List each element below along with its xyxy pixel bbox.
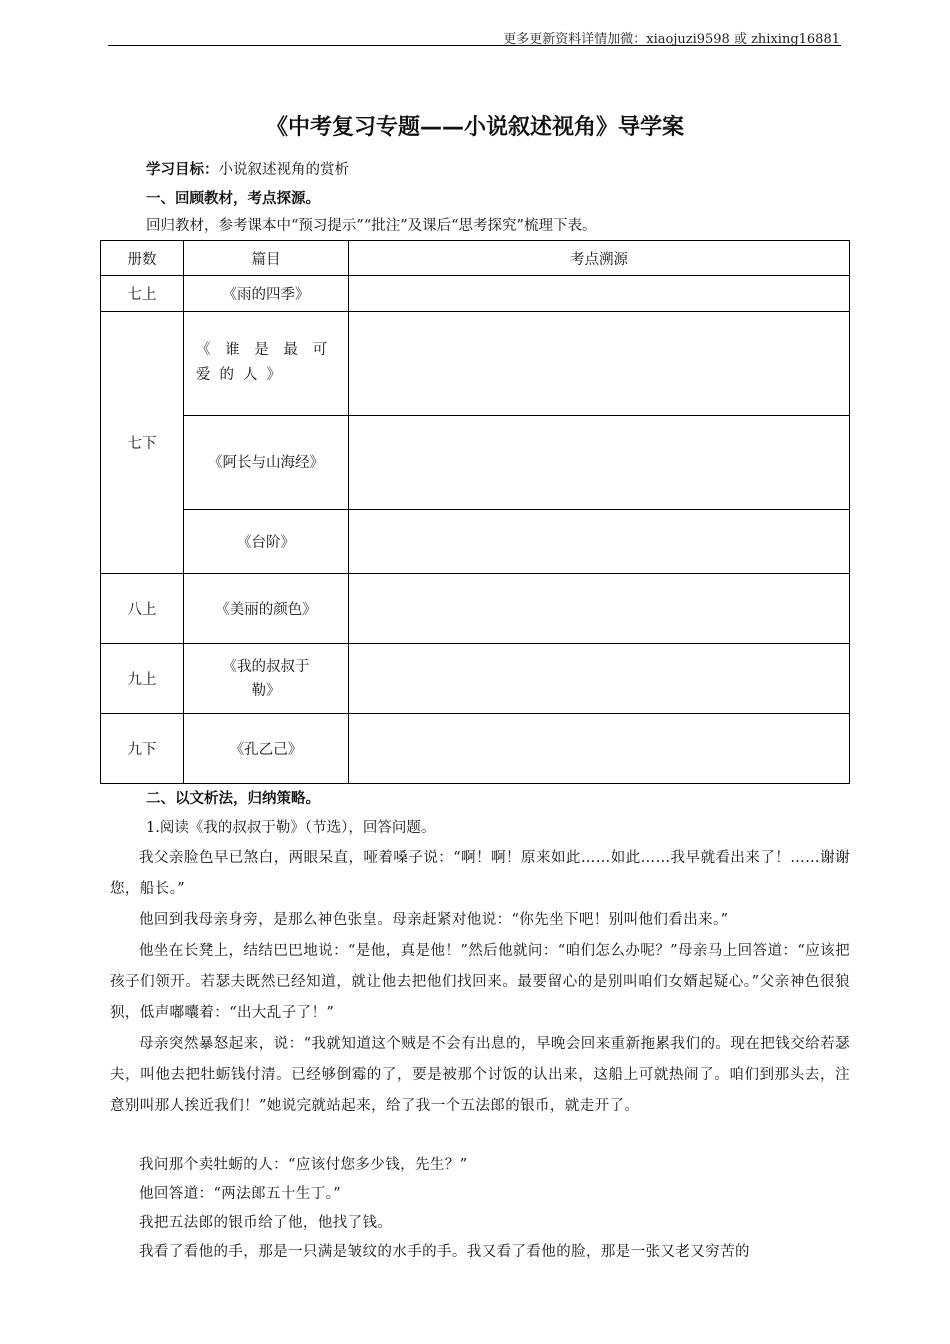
review-table (100, 240, 850, 784)
volume-cell: 七下 (101, 312, 184, 574)
volume-cell: 八上 (101, 574, 184, 644)
question-1: 1.阅读《我的叔叔于勒》（节选），回答问题。 (146, 820, 436, 836)
lesson-cell (184, 312, 349, 416)
lesson-cell: 《台阶》 (184, 510, 349, 574)
passage-paragraph: 我把五法郎的银币给了他，他找了钱。 (139, 1215, 393, 1231)
table-row (101, 574, 850, 644)
answer-cell[interactable] (349, 276, 850, 312)
table-row (101, 644, 850, 714)
objective-text: 小说叙述视角的赏析 (218, 162, 349, 178)
section1-heading: 一、回顾教材，考点探源。 (146, 191, 320, 207)
table-row (101, 714, 850, 784)
passage-paragraph: 我问那个卖牡蛎的人：“应该付您多少钱，先生？” (139, 1157, 468, 1173)
lesson-cell: 《阿长与山海经》 (184, 416, 349, 510)
table-row (101, 312, 850, 416)
answer-cell[interactable] (349, 510, 850, 574)
table-header-row (101, 241, 850, 276)
answer-cell[interactable] (349, 644, 850, 714)
volume-cell: 九下 (101, 714, 184, 784)
learning-objective (146, 160, 886, 180)
table-row (101, 276, 850, 312)
header-source: 考点溯源 (349, 241, 850, 276)
passage-paragraph: 他回答道：“两法郎五十生丁。” (139, 1186, 342, 1202)
passage-paragraph: 他坐在长凳上，结结巴巴地说：“是他，真是他！”然后他就问：“咱们怎么办呢？”母亲马上回答道：“应该把孩子们领开。若瑟夫既然已经知道，就让他去把他们找回来。最要留心的是别叫咱们女婿起疑心。”父亲神色很狼狈，低声嘟囔着：“出大乱子了！” (110, 943, 850, 1021)
lesson-cell: 《我的叔叔于勒》 (184, 644, 349, 714)
page-title: 《中考复习专题——小说叙述视角》导学案 (265, 115, 684, 140)
answer-cell[interactable] (349, 714, 850, 784)
header-lesson: 篇目 (184, 241, 349, 276)
passage-paragraph: 母亲突然暴怒起来，说：“我就知道这个贼是不会有出息的，早晚会回来重新拖累我们的。现在把钱交给若瑟夫，叫他去把牡蛎钱付清。已经够倒霉的了，要是被那个讨饭的认出来，这船上可就热闹了。咱们到那头去，注意别叫那人挨近我们！”她说完就站起来，给了我一个五法郎的银币，就走开了。 (110, 1036, 850, 1114)
volume-cell: 九上 (101, 644, 184, 714)
passage-paragraph: 我看了看他的手，那是一只满是皱纹的水手的手。我又看了看他的脸，那是一张又老又穷苦的 (139, 1244, 750, 1260)
table-row (101, 416, 850, 510)
answer-cell[interactable] (349, 574, 850, 644)
header-note: 更多更新资料详情加微：xiaojuzi9598 或 zhixing16881 (503, 32, 840, 47)
section1-intro: 回归教材，参考课本中“预习提示”“批注”及课后“思考探究”梳理下表。 (146, 218, 597, 234)
table-row (101, 510, 850, 574)
objective-label: 学习目标： (146, 162, 219, 178)
lesson-cell: 《美丽的颜色》 (184, 574, 349, 644)
lesson-cell: 《雨的四季》 (184, 276, 349, 312)
header-rule (108, 45, 841, 46)
section2-heading: 二、以文析法，归纳策略。 (146, 791, 320, 807)
header-volume: 册数 (101, 241, 184, 276)
answer-cell[interactable] (349, 312, 850, 416)
passage-paragraph: 我父亲脸色早已煞白，两眼呆直，哑着嗓子说：“啊！啊！原来如此……如此……我早就看出来了！……谢谢您，船长。” (110, 850, 850, 897)
lesson-cell: 《孔乙己》 (184, 714, 349, 784)
lesson-title: 《谁是最可爱的人》 (196, 342, 336, 383)
answer-cell[interactable] (349, 416, 850, 510)
passage-paragraph: 他回到我母亲身旁，是那么神色张皇。母亲赶紧对他说：“你先坐下吧！别叫他们看出来。” (139, 912, 729, 928)
volume-cell: 七上 (101, 276, 184, 312)
